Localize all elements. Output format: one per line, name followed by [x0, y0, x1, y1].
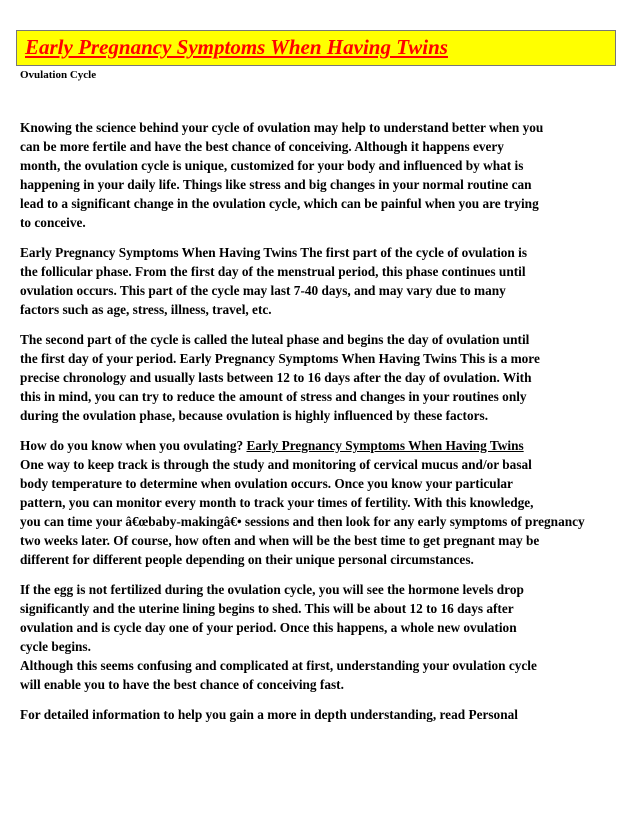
text-line: Early Pregnancy Symptoms When Having Twins The first part of the cycle of ovulation is — [20, 245, 528, 260]
text-line: can be more fertile and have the best chance of conceiving. Although it happens every — [20, 139, 504, 154]
page-title: Early Pregnancy Symptoms When Having Twins — [25, 35, 448, 59]
title-banner — [16, 30, 616, 66]
text-line: two weeks later. Of course, how often and when will be the best time to get pregnant may be — [20, 533, 540, 548]
text-line: will enable you to have the best chance of conceiving fast. — [20, 677, 344, 692]
text-line: Knowing the science behind your cycle of ovulation may help to understand better when you — [20, 120, 544, 135]
text-line: different for different people depending on their unique personal circumstances. — [20, 552, 474, 567]
text-line: pattern, you can monitor every month to track your times of fertility. With this knowledge, — [20, 495, 534, 510]
text-line: cycle begins. — [20, 639, 91, 654]
text-line: lead to a significant change in the ovulation cycle, which can be painful when you are trying — [20, 196, 539, 211]
paragraph-4 — [20, 436, 638, 569]
text-line: factors such as age, stress, illness, travel, etc. — [20, 302, 272, 317]
paragraph-3 — [20, 330, 638, 425]
paragraph-5 — [20, 580, 638, 694]
text-line: One way to keep track is through the study and monitoring of cervical mucus and/or basal — [20, 457, 532, 472]
text-line: ovulation occurs. This part of the cycle may last 7-40 days, and may vary due to many — [20, 283, 506, 298]
text-line: precise chronology and usually lasts between 12 to 16 days after the day of ovulation. With — [20, 370, 532, 385]
text-line: significantly and the uterine lining begins to shed. This will be about 12 to 16 days after — [20, 601, 514, 616]
section-subtitle: Ovulation Cycle — [20, 69, 97, 81]
text-line: For detailed information to help you gain a more in depth understanding, read Personal — [20, 707, 518, 722]
document-body — [20, 118, 638, 724]
text-line: happening in your daily life. Things like stress and big changes in your normal routine can — [20, 177, 532, 192]
text-line: the follicular phase. From the first day of the menstrual period, this phase continues until — [20, 264, 526, 279]
text-line: ovulation and is cycle day one of your period. Once this happens, a whole new ovulation — [20, 620, 517, 635]
text-line: body temperature to determine when ovulation occurs. Once you know your particular — [20, 476, 513, 491]
text-line: The second part of the cycle is called the luteal phase and begins the day of ovulation until — [20, 332, 530, 347]
text-line — [20, 436, 638, 455]
text-line: to conceive. — [20, 215, 86, 230]
text-line: the first day of your period. Early Pregnancy Symptoms When Having Twins This is a more — [20, 351, 540, 366]
text-line: If the egg is not fertilized during the ovulation cycle, you will see the hormone levels drop — [20, 582, 524, 597]
question-text: How do you know when you ovulating? — [20, 438, 247, 453]
paragraph-1 — [20, 118, 638, 232]
text-line: month, the ovulation cycle is unique, customized for your body and influenced by what is — [20, 158, 524, 173]
title-link[interactable]: Early Pregnancy Symptoms When Having Twins — [246, 438, 524, 453]
text-line: during the ovulation phase, because ovulation is highly influenced by these factors. — [20, 408, 489, 423]
text-line: this in mind, you can try to reduce the amount of stress and changes in your routines only — [20, 389, 527, 404]
paragraph-6 — [20, 705, 638, 724]
text-line: you can time your â€œbaby-makingâ€• sessions and then look for any early symptoms of pregnancy — [20, 514, 585, 529]
paragraph-2 — [20, 243, 638, 319]
text-line: Although this seems confusing and complicated at first, understanding your ovulation cycle — [20, 658, 537, 673]
